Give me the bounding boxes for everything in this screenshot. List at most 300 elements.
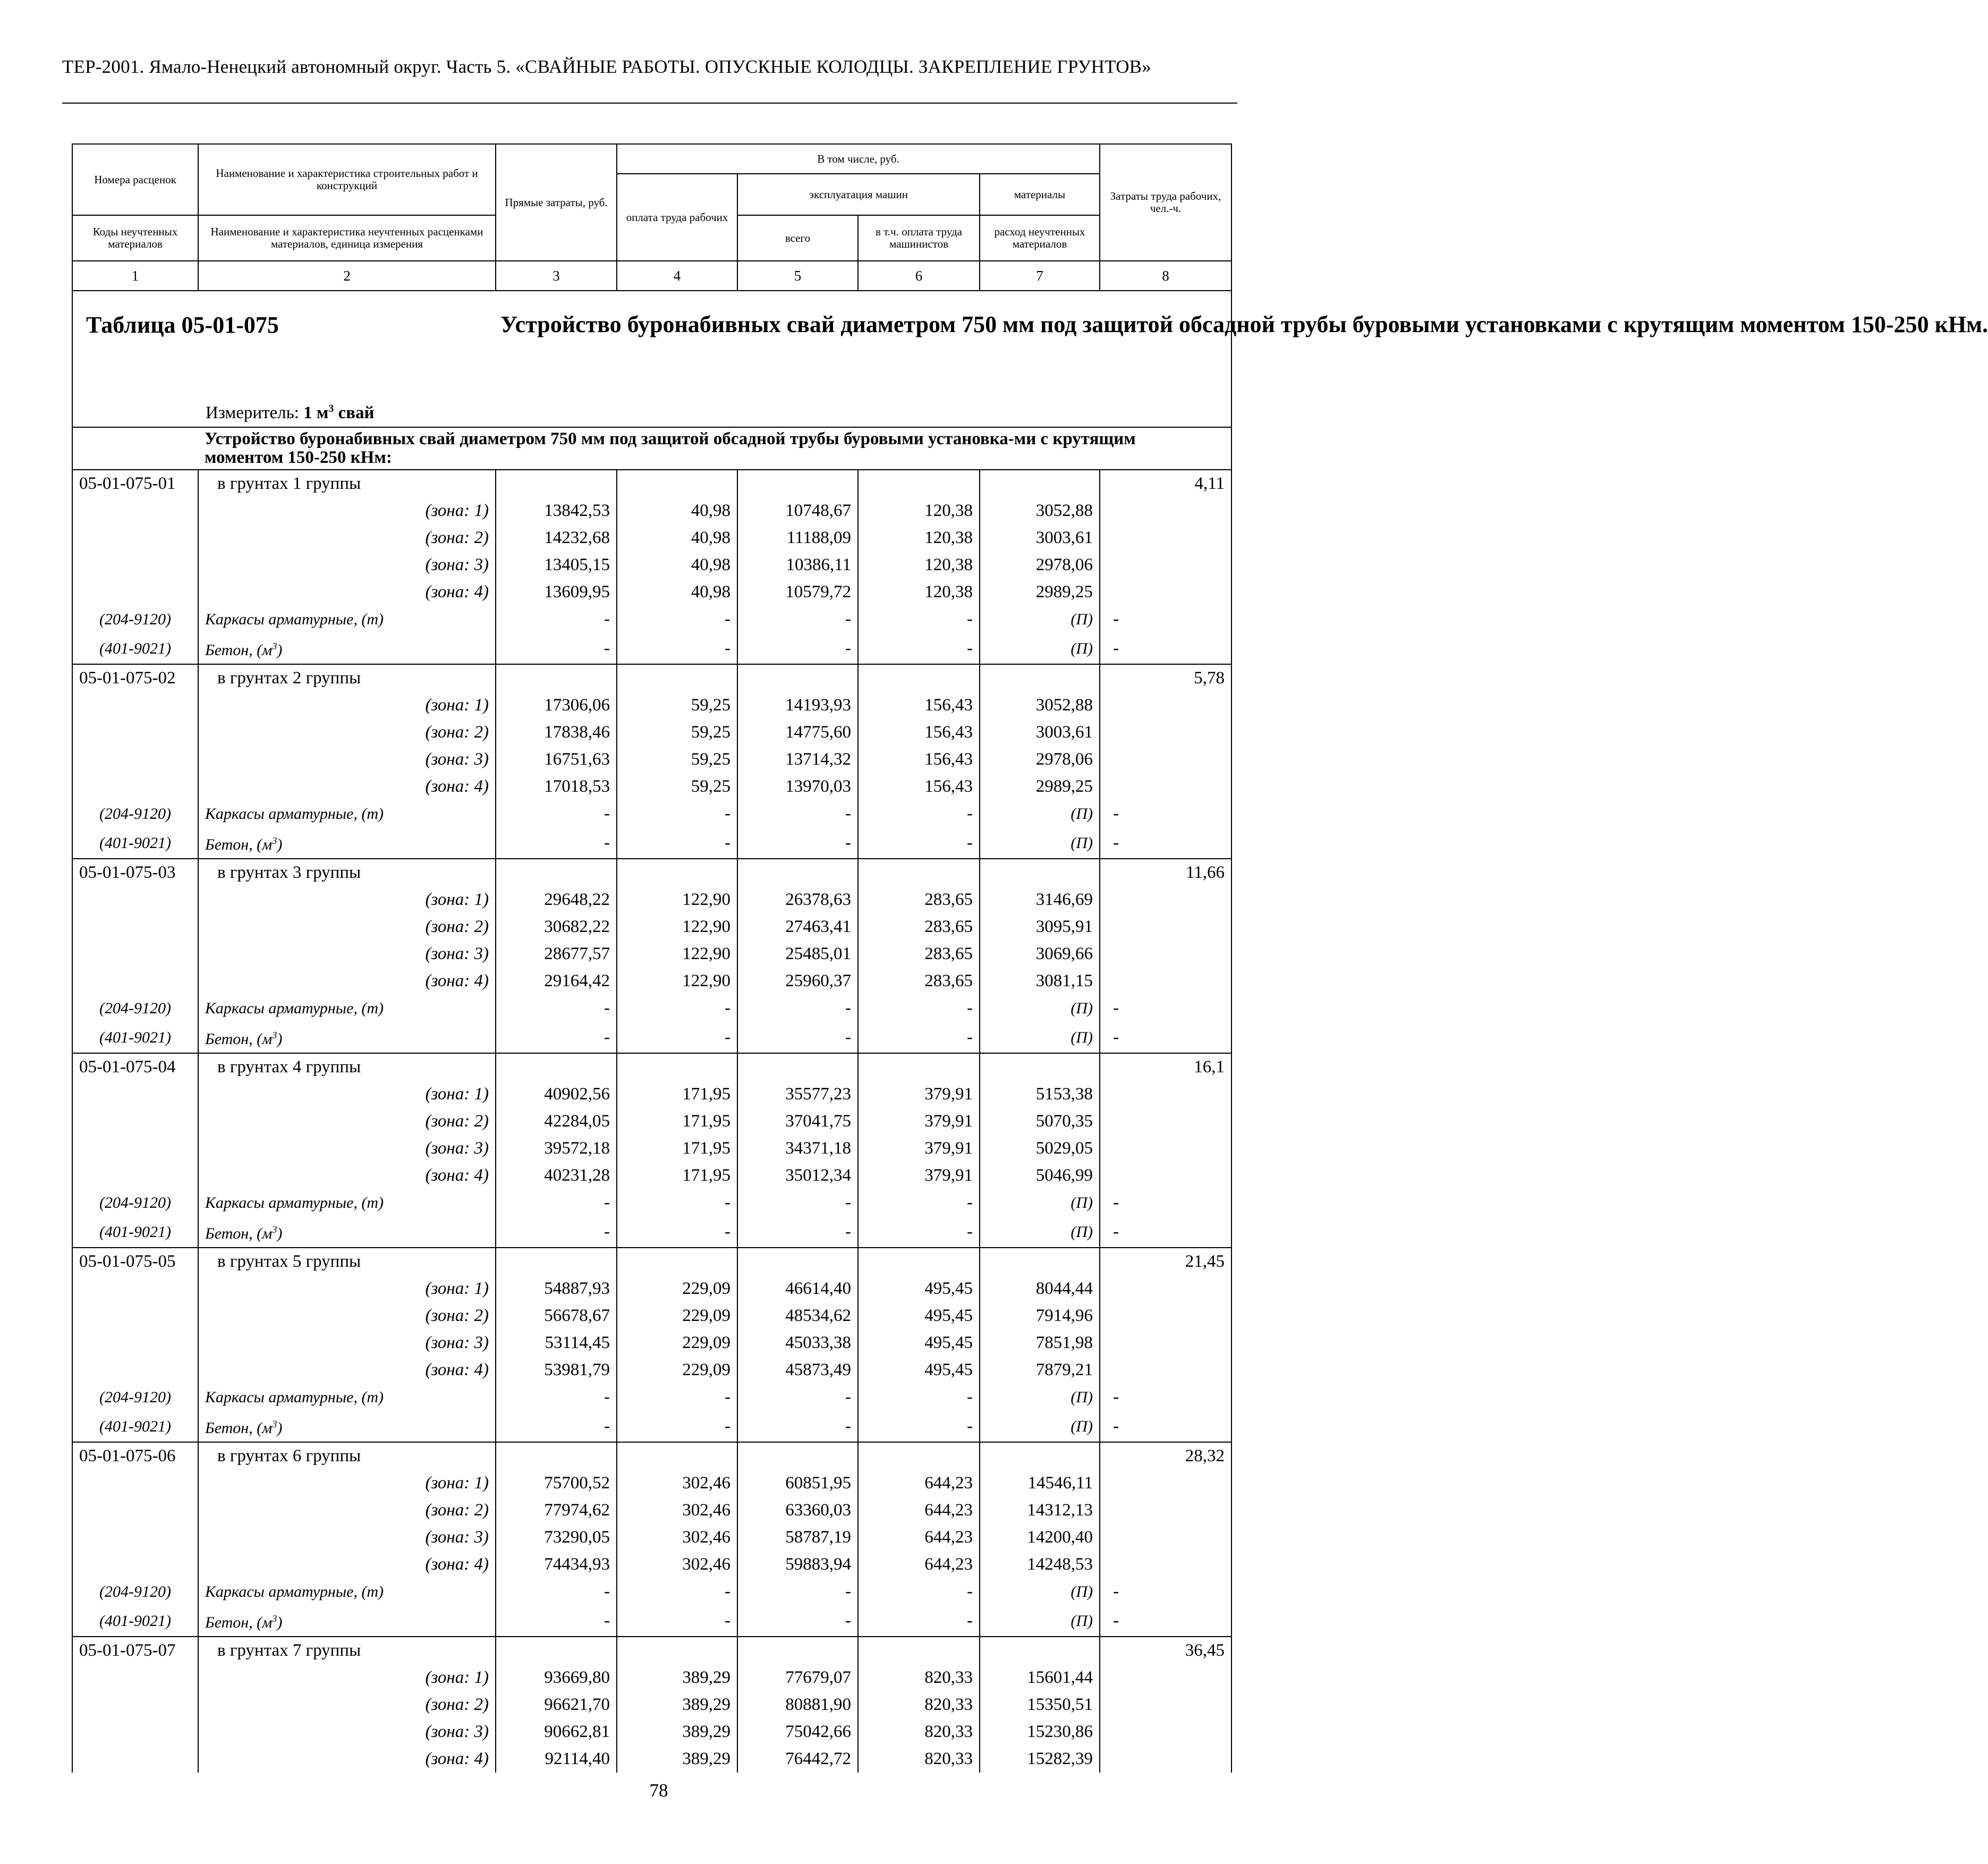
- empty-cell: [496, 859, 617, 886]
- zone-row: [72, 1524, 1231, 1551]
- empty-cell: [72, 1664, 198, 1691]
- dash-cell: -: [737, 1384, 858, 1411]
- empty-cell: [1100, 1524, 1231, 1551]
- dash-cell: -: [1100, 1411, 1231, 1442]
- empty-cell: [858, 1637, 980, 1664]
- empty-cell: [72, 1302, 198, 1329]
- col-machinist-wages-header: в т.ч. оплата труда машинистов: [858, 215, 980, 261]
- worker-wages: 302,46: [617, 1551, 737, 1578]
- material-name-text: Бетон, (м: [205, 836, 273, 853]
- direct-costs: 75700,52: [496, 1470, 617, 1497]
- zone-row: [72, 913, 1231, 941]
- worker-wages: 59,25: [617, 719, 737, 746]
- empty-cell: [72, 692, 198, 719]
- section-subtitle: Устройство буронабивных свай диаметром 750 мм под защитой обсадной трубы буровыми установка-ми с крутящим моментом 150-250 кНм:: [72, 427, 1231, 470]
- direct-costs: 17018,53: [496, 773, 617, 800]
- col-number-6: 6: [858, 261, 980, 291]
- labor-cost: 5,78: [1100, 664, 1231, 692]
- direct-costs: 13405,15: [496, 552, 617, 579]
- material-name: [198, 633, 496, 664]
- empty-cell: [980, 1053, 1100, 1081]
- worker-wages: 389,29: [617, 1664, 737, 1691]
- direct-costs: 40902,56: [496, 1081, 617, 1108]
- dash-cell: -: [1100, 1578, 1231, 1605]
- material-code: (401-9021): [72, 633, 198, 664]
- machines-total: 10579,72: [737, 579, 858, 606]
- materials-cost: 3095,91: [980, 913, 1100, 941]
- header-rule: [62, 103, 1237, 104]
- machines-total: 77679,07: [737, 1664, 858, 1691]
- machinist-wages: 820,33: [858, 1691, 980, 1718]
- zone-label: (зона: 2): [198, 1108, 496, 1135]
- materials-cost: 3069,66: [980, 941, 1100, 968]
- rate-table: [72, 143, 1988, 1773]
- worker-wages: 59,25: [617, 692, 737, 719]
- worker-wages: 171,95: [617, 1081, 737, 1108]
- rate-name: в грунтах 3 группы: [198, 859, 496, 886]
- empty-cell: [1100, 1551, 1231, 1578]
- zone-row: [72, 773, 1231, 800]
- empty-cell: [72, 719, 198, 746]
- material-name-text: Бетон, (м: [205, 1614, 273, 1631]
- empty-cell: [1100, 746, 1231, 773]
- materials-cost: 14200,40: [980, 1524, 1100, 1551]
- zone-row: [72, 968, 1231, 995]
- labor-cost: 21,45: [1100, 1248, 1231, 1275]
- col-material-codes-header: Коды неучтенных материалов: [72, 215, 198, 261]
- empty-cell: [72, 1551, 198, 1578]
- machines-total: 13970,03: [737, 773, 858, 800]
- material-name-text: Каркасы арматурные, (т): [205, 1194, 384, 1211]
- table-body: [72, 291, 1988, 1773]
- material-name-end: ): [277, 641, 283, 659]
- empty-cell: [737, 470, 858, 497]
- direct-costs: 96621,70: [496, 1691, 617, 1718]
- direct-costs: 40231,28: [496, 1162, 617, 1189]
- direct-costs: 29164,42: [496, 968, 617, 995]
- materials-cost: 15230,86: [980, 1718, 1100, 1746]
- rate-code: 05-01-075-04: [72, 1053, 198, 1081]
- empty-cell: [72, 1108, 198, 1135]
- material-name: [198, 995, 496, 1022]
- zone-label: (зона: 1): [198, 497, 496, 524]
- dash-cell: -: [617, 800, 737, 827]
- machinist-wages: 156,43: [858, 746, 980, 773]
- material-name: [198, 800, 496, 827]
- rate-group-row: [72, 664, 1231, 692]
- empty-cell: [1100, 1746, 1231, 1773]
- empty-cell: [72, 552, 198, 579]
- material-name-end: ): [277, 836, 283, 853]
- zone-label: (зона: 1): [198, 1081, 496, 1108]
- materials-cost: 8044,44: [980, 1275, 1100, 1302]
- empty-cell: [72, 1470, 198, 1497]
- empty-cell: [72, 968, 198, 995]
- labor-cost: 4,11: [1100, 470, 1231, 497]
- material-name: [198, 606, 496, 633]
- zone-label: (зона: 4): [198, 1746, 496, 1773]
- empty-cell: [72, 773, 198, 800]
- zone-label: (зона: 4): [198, 1162, 496, 1189]
- dash-cell: -: [858, 1384, 980, 1411]
- zone-label: (зона: 1): [198, 1470, 496, 1497]
- material-name-text: Бетон, (м: [205, 1225, 273, 1242]
- col-direct-costs-header: Прямые затраты, руб.: [496, 144, 617, 261]
- zone-label: (зона: 3): [198, 1329, 496, 1357]
- empty-cell: [1100, 524, 1231, 552]
- machines-total: 10386,11: [737, 552, 858, 579]
- material-unit-sup: 3: [272, 835, 277, 846]
- worker-wages: 229,09: [617, 1275, 737, 1302]
- rate-name: в грунтах 4 группы: [198, 1053, 496, 1081]
- materials-cost: 7851,98: [980, 1329, 1100, 1357]
- rate-table-container: [72, 143, 1988, 1773]
- zone-row: [72, 1664, 1231, 1691]
- direct-costs: 39572,18: [496, 1135, 617, 1162]
- dash-cell: -: [737, 1605, 858, 1637]
- machinist-wages: 644,23: [858, 1497, 980, 1524]
- col-materials-header: материалы: [980, 174, 1100, 215]
- material-row: [72, 827, 1231, 859]
- dash-cell: -: [858, 633, 980, 664]
- material-code: (204-9120): [72, 1384, 198, 1411]
- worker-wages: 302,46: [617, 1470, 737, 1497]
- dash-cell: -: [1100, 1216, 1231, 1248]
- empty-cell: [1100, 1329, 1231, 1357]
- worker-wages: 389,29: [617, 1746, 737, 1773]
- empty-cell: [496, 1442, 617, 1470]
- material-name-text: Каркасы арматурные, (т): [205, 1388, 384, 1406]
- empty-cell: [72, 1524, 198, 1551]
- empty-cell: [1100, 1718, 1231, 1746]
- empty-cell: [496, 470, 617, 497]
- material-name-end: ): [277, 1225, 283, 1242]
- machinist-wages: 495,45: [858, 1357, 980, 1384]
- dash-cell: -: [1100, 995, 1231, 1022]
- material-row: [72, 633, 1231, 664]
- dash-cell: -: [496, 1022, 617, 1053]
- zone-label: (зона: 1): [198, 692, 496, 719]
- dash-cell: -: [1100, 1605, 1231, 1637]
- direct-costs: 73290,05: [496, 1524, 617, 1551]
- dash-cell: -: [858, 800, 980, 827]
- table-title-row: [72, 291, 1231, 427]
- worker-wages: 59,25: [617, 773, 737, 800]
- zone-label: (зона: 1): [198, 1275, 496, 1302]
- dash-cell: -: [496, 1189, 617, 1216]
- material-name: [198, 1411, 496, 1442]
- worker-wages: 40,98: [617, 524, 737, 552]
- material-row: [72, 1189, 1231, 1216]
- rate-name: в грунтах 6 группы: [198, 1442, 496, 1470]
- col-including-header: В том числе, руб.: [617, 144, 1100, 174]
- empty-cell: [1100, 1664, 1231, 1691]
- empty-cell: [737, 664, 858, 692]
- materials-cost: 14312,13: [980, 1497, 1100, 1524]
- material-name: [198, 1578, 496, 1605]
- empty-cell: [1100, 579, 1231, 606]
- zone-row: [72, 1135, 1231, 1162]
- direct-costs: 53981,79: [496, 1357, 617, 1384]
- material-mark: (П): [980, 1216, 1100, 1248]
- direct-costs: 93669,80: [496, 1664, 617, 1691]
- direct-costs: 29648,22: [496, 886, 617, 913]
- materials-cost: 3003,61: [980, 524, 1100, 552]
- rate-name: в грунтах 5 группы: [198, 1248, 496, 1275]
- machines-total: 46614,40: [737, 1275, 858, 1302]
- rate-code: 05-01-075-05: [72, 1248, 198, 1275]
- material-row: [72, 1605, 1231, 1637]
- direct-costs: 13842,53: [496, 497, 617, 524]
- empty-cell: [737, 859, 858, 886]
- material-name-text: Бетон, (м: [205, 641, 273, 659]
- zone-row: [72, 1081, 1231, 1108]
- machines-total: 80881,90: [737, 1691, 858, 1718]
- machinist-wages: 644,23: [858, 1470, 980, 1497]
- machinist-wages: 120,38: [858, 497, 980, 524]
- zone-label: (зона: 3): [198, 1135, 496, 1162]
- material-mark: (П): [980, 1022, 1100, 1053]
- dash-cell: -: [617, 633, 737, 664]
- machinist-wages: 283,65: [858, 941, 980, 968]
- dash-cell: -: [737, 1216, 858, 1248]
- material-row: [72, 1216, 1231, 1248]
- dash-cell: -: [496, 1411, 617, 1442]
- empty-cell: [617, 1248, 737, 1275]
- materials-cost: 14248,53: [980, 1551, 1100, 1578]
- dash-cell: -: [1100, 1022, 1231, 1053]
- materials-cost: 3003,61: [980, 719, 1100, 746]
- labor-cost: 28,32: [1100, 1442, 1231, 1470]
- materials-cost: 2978,06: [980, 552, 1100, 579]
- material-name-text: Бетон, (м: [205, 1419, 273, 1437]
- dash-cell: -: [1100, 606, 1231, 633]
- materials-cost: 3081,15: [980, 968, 1100, 995]
- material-name-text: Каркасы арматурные, (т): [205, 999, 384, 1017]
- machinist-wages: 820,33: [858, 1664, 980, 1691]
- zone-row: [72, 692, 1231, 719]
- rate-name: в грунтах 7 группы: [198, 1637, 496, 1664]
- dash-cell: -: [496, 827, 617, 859]
- dash-cell: -: [496, 800, 617, 827]
- col-number-7: 7: [980, 261, 1100, 291]
- machinist-wages: 644,23: [858, 1551, 980, 1578]
- materials-cost: 15350,51: [980, 1691, 1100, 1718]
- running-header: ТЕР-2001. Ямало-Ненецкий автономный округ. Часть 5. «СВАЙНЫЕ РАБОТЫ. ОПУСКНЫЕ КОЛОДЦЫ. ЗАКРЕПЛЕНИЕ ГРУНТОВ»: [62, 56, 1151, 77]
- machinist-wages: 644,23: [858, 1524, 980, 1551]
- direct-costs: 16751,63: [496, 746, 617, 773]
- empty-cell: [1100, 497, 1231, 524]
- machines-total: 45873,49: [737, 1357, 858, 1384]
- col-number-8: 8: [1100, 261, 1231, 291]
- zone-label: (зона: 2): [198, 1497, 496, 1524]
- empty-cell: [1100, 941, 1231, 968]
- dash-cell: -: [617, 1605, 737, 1637]
- machinist-wages: 379,91: [858, 1081, 980, 1108]
- materials-cost: 7914,96: [980, 1302, 1100, 1329]
- zone-row: [72, 1691, 1231, 1718]
- zone-row: [72, 552, 1231, 579]
- empty-cell: [737, 1248, 858, 1275]
- dash-cell: -: [1100, 827, 1231, 859]
- direct-costs: 56678,67: [496, 1302, 617, 1329]
- machinist-wages: 120,38: [858, 524, 980, 552]
- dash-cell: -: [737, 633, 858, 664]
- col-work-name-header: Наименование и характеристика строительных работ и конструкций: [198, 144, 496, 215]
- meter-unit: свай: [338, 403, 375, 422]
- rate-group-row: [72, 1442, 1231, 1470]
- worker-wages: 122,90: [617, 941, 737, 968]
- worker-wages: 122,90: [617, 968, 737, 995]
- dash-cell: -: [617, 606, 737, 633]
- worker-wages: 389,29: [617, 1691, 737, 1718]
- empty-cell: [980, 664, 1100, 692]
- material-name: [198, 1022, 496, 1053]
- empty-cell: [496, 1248, 617, 1275]
- zone-row: [72, 497, 1231, 524]
- worker-wages: 171,95: [617, 1108, 737, 1135]
- zone-row: [72, 719, 1231, 746]
- material-mark: (П): [980, 1411, 1100, 1442]
- empty-cell: [1100, 1302, 1231, 1329]
- zone-label: (зона: 2): [198, 524, 496, 552]
- material-name-text: Каркасы арматурные, (т): [205, 1583, 384, 1600]
- worker-wages: 40,98: [617, 579, 737, 606]
- empty-cell: [617, 1053, 737, 1081]
- rate-group-row: [72, 470, 1231, 497]
- worker-wages: 122,90: [617, 886, 737, 913]
- material-name: [198, 1189, 496, 1216]
- col-rate-numbers-header: Номера расценок: [72, 144, 198, 215]
- zone-label: (зона: 4): [198, 579, 496, 606]
- zone-label: (зона: 4): [198, 1357, 496, 1384]
- material-name-text: Каркасы арматурные, (т): [205, 805, 384, 823]
- machinist-wages: 379,91: [858, 1108, 980, 1135]
- zone-label: (зона: 4): [198, 1551, 496, 1578]
- machines-total: 59883,94: [737, 1551, 858, 1578]
- material-name: [198, 1216, 496, 1248]
- zone-row: [72, 1162, 1231, 1189]
- empty-cell: [72, 579, 198, 606]
- material-name-end: ): [277, 1030, 283, 1048]
- machinist-wages: 820,33: [858, 1746, 980, 1773]
- machines-total: 25960,37: [737, 968, 858, 995]
- labor-cost: 36,45: [1100, 1637, 1231, 1664]
- col-machines-total-header: всего: [737, 215, 858, 261]
- dash-cell: -: [496, 1578, 617, 1605]
- materials-cost: 5046,99: [980, 1162, 1100, 1189]
- material-code: (204-9120): [72, 1578, 198, 1605]
- machines-total: 14775,60: [737, 719, 858, 746]
- empty-cell: [858, 664, 980, 692]
- dash-cell: -: [617, 1384, 737, 1411]
- machines-total: 14193,93: [737, 692, 858, 719]
- dash-cell: -: [496, 606, 617, 633]
- col-number-5: 5: [737, 261, 858, 291]
- empty-cell: [496, 664, 617, 692]
- direct-costs: 90662,81: [496, 1718, 617, 1746]
- material-code: (401-9021): [72, 1022, 198, 1053]
- empty-cell: [1100, 719, 1231, 746]
- worker-wages: 171,95: [617, 1162, 737, 1189]
- dash-cell: -: [617, 995, 737, 1022]
- empty-cell: [1100, 1135, 1231, 1162]
- materials-cost: 3146,69: [980, 886, 1100, 913]
- dash-cell: -: [496, 1216, 617, 1248]
- direct-costs: 14232,68: [496, 524, 617, 552]
- rate-group-row: [72, 859, 1231, 886]
- machinist-wages: 379,91: [858, 1162, 980, 1189]
- material-name-end: ): [277, 1614, 283, 1631]
- direct-costs: 17838,46: [496, 719, 617, 746]
- material-name: [198, 1605, 496, 1637]
- material-name-text: Бетон, (м: [205, 1030, 273, 1048]
- material-row: [72, 1384, 1231, 1411]
- material-row: [72, 1578, 1231, 1605]
- machinist-wages: 820,33: [858, 1718, 980, 1746]
- machines-total: 13714,32: [737, 746, 858, 773]
- machines-total: 35577,23: [737, 1081, 858, 1108]
- empty-cell: [1100, 1162, 1231, 1189]
- empty-cell: [1100, 552, 1231, 579]
- empty-cell: [1100, 1357, 1231, 1384]
- col-material-names-header: Наименование и характеристика неучтенных расценками материалов, единица измерения: [198, 215, 496, 261]
- zone-row: [72, 1108, 1231, 1135]
- zone-row: [72, 1329, 1231, 1357]
- empty-cell: [858, 1053, 980, 1081]
- empty-cell: [1100, 1691, 1231, 1718]
- direct-costs: 92114,40: [496, 1746, 617, 1773]
- machines-total: 58787,19: [737, 1524, 858, 1551]
- labor-cost: 11,66: [1100, 859, 1231, 886]
- col-wages-header: оплата труда рабочих: [617, 174, 737, 261]
- dash-cell: -: [858, 995, 980, 1022]
- material-code: (401-9021): [72, 1216, 198, 1248]
- material-code: (204-9120): [72, 1189, 198, 1216]
- zone-row: [72, 1302, 1231, 1329]
- empty-cell: [617, 664, 737, 692]
- material-code: (401-9021): [72, 827, 198, 859]
- machines-total: 11188,09: [737, 524, 858, 552]
- machines-total: 63360,03: [737, 1497, 858, 1524]
- dash-cell: -: [496, 633, 617, 664]
- dash-cell: -: [617, 1022, 737, 1053]
- direct-costs: 54887,93: [496, 1275, 617, 1302]
- machinist-wages: 120,38: [858, 579, 980, 606]
- machines-total: 48534,62: [737, 1302, 858, 1329]
- machines-total: 45033,38: [737, 1329, 858, 1357]
- empty-cell: [72, 746, 198, 773]
- empty-cell: [980, 859, 1100, 886]
- materials-cost: 15282,39: [980, 1746, 1100, 1773]
- empty-cell: [1100, 692, 1231, 719]
- col-material-usage-header: расход неучтенных материалов: [980, 215, 1100, 261]
- machinist-wages: 156,43: [858, 692, 980, 719]
- col-labor-header: Затраты труда рабочих, чел.-ч.: [1100, 144, 1231, 261]
- empty-cell: [1100, 1108, 1231, 1135]
- empty-cell: [1100, 886, 1231, 913]
- direct-costs: 53114,45: [496, 1329, 617, 1357]
- empty-cell: [737, 1053, 858, 1081]
- machinist-wages: 156,43: [858, 773, 980, 800]
- empty-cell: [737, 1442, 858, 1470]
- machinist-wages: 495,45: [858, 1329, 980, 1357]
- dash-cell: -: [737, 827, 858, 859]
- empty-cell: [617, 470, 737, 497]
- machinist-wages: 283,65: [858, 968, 980, 995]
- machines-total: 75042,66: [737, 1718, 858, 1746]
- worker-wages: 171,95: [617, 1135, 737, 1162]
